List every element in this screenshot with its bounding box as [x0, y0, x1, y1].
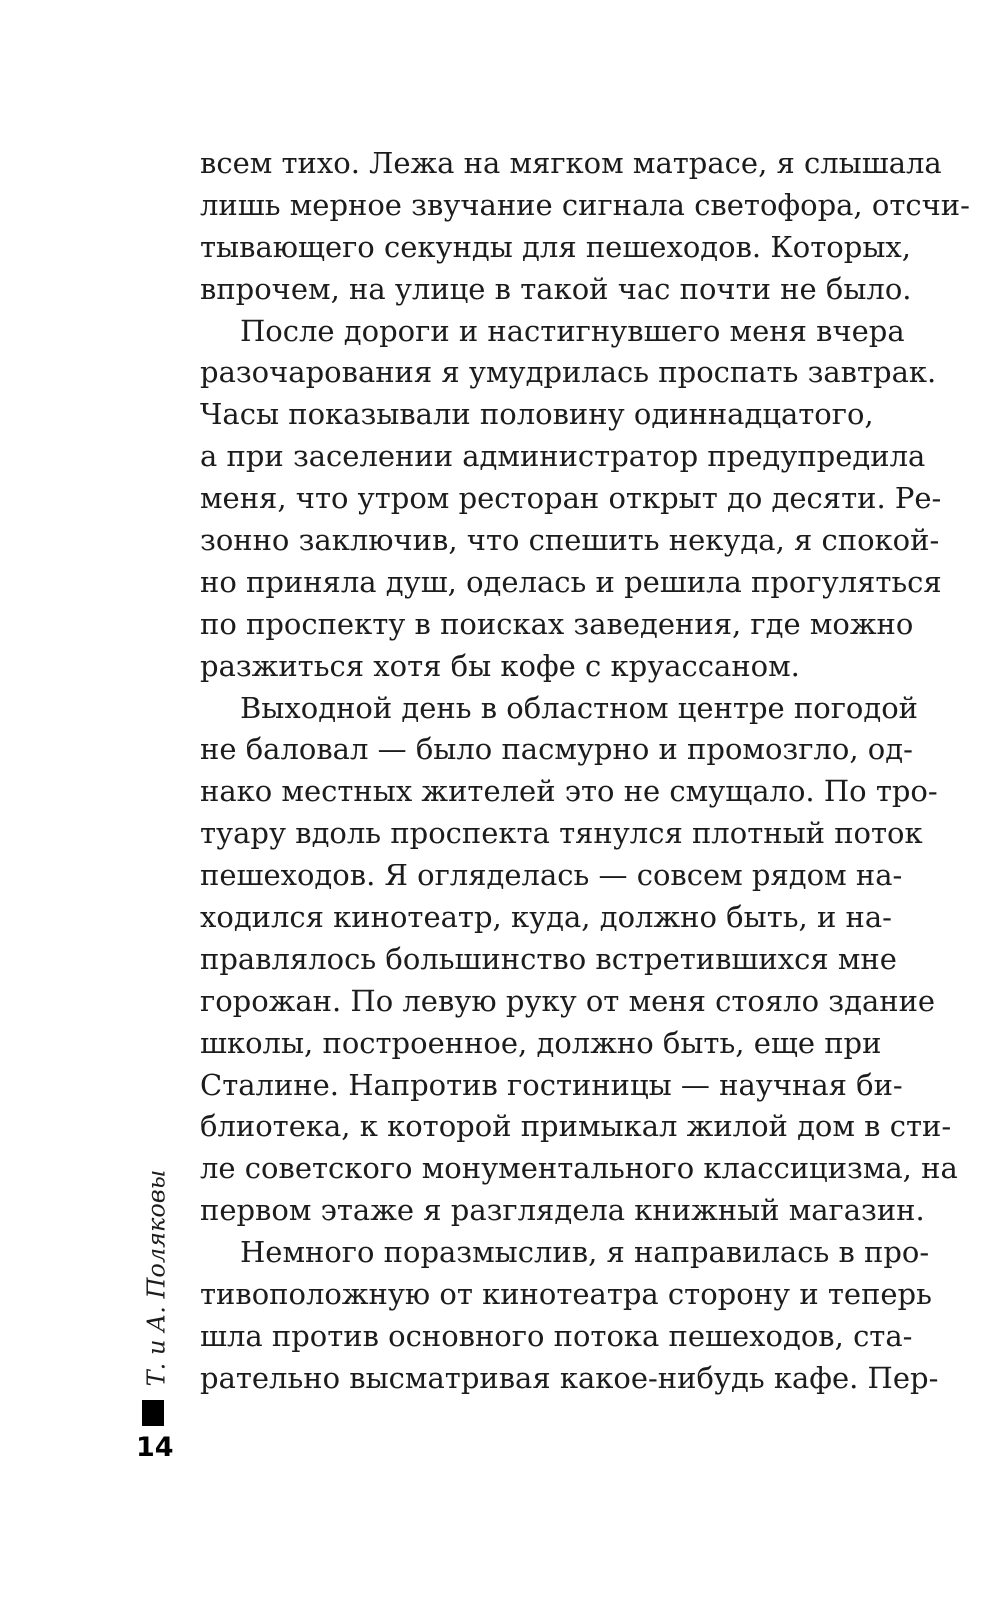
text-line: но приняла душ, оделась и решила прогуляться — [200, 564, 942, 599]
text-line: пешеходов. Я огляделась — совсем рядом на- — [200, 858, 903, 893]
running-head — [140, 1160, 172, 1396]
page-number: 14 — [136, 1432, 174, 1463]
text-line: школы, построенное, должно быть, еще при — [200, 1025, 882, 1060]
text-line: шла против основного потока пешеходов, ста- — [200, 1318, 913, 1353]
text-line: Выходной день в областном центре погодой — [240, 690, 918, 725]
text-line: блиотека, к которой примыкал жилой дом в сти- — [200, 1109, 952, 1144]
text-line: разочарования я умудрилась проспать завтрак. — [200, 355, 937, 390]
text-line: разжиться хотя бы кофе с круассаном. — [200, 648, 800, 683]
text-line: меня, что утром ресторан открыт до десяти. Ре- — [200, 481, 942, 516]
text-line: горожан. По левую руку от меня стояло здание — [200, 983, 936, 1018]
text-line: После дороги и настигнувшего меня вчера — [240, 313, 905, 348]
text-line: Сталине. Напротив гостиницы — научная би- — [200, 1067, 903, 1102]
text-line: Часы показывали половину одиннадцатого, — [200, 397, 874, 432]
square-marker-icon — [142, 1400, 164, 1426]
text-line: ле советского монументального классицизма, на — [200, 1151, 958, 1186]
text-line: всем тихо. Лежа на мягком матрасе, я слышала — [200, 146, 942, 180]
text-line: первом этаже я разглядела книжный магазин. — [200, 1193, 925, 1228]
text-line: впрочем, на улице в такой час почти не было. — [200, 271, 912, 306]
text-line: туару вдоль проспекта тянулся плотный поток — [200, 816, 923, 851]
text-line: тывающего секунды для пешеходов. Которых, — [200, 229, 911, 264]
body-text — [200, 143, 970, 1400]
text-line: не баловал — было пасмурно и промозгло, од- — [200, 732, 913, 767]
text-line: зонно заключив, что спешить некуда, я спокой- — [200, 523, 940, 558]
text-line: нако местных жителей это не смущало. По тро- — [200, 774, 938, 809]
text-line: тивоположную от кинотеатра сторону и теперь — [200, 1277, 932, 1312]
author-name: Т. и А. Поляковы — [142, 1169, 171, 1387]
text-line: правлялось большинство встретившихся мне — [200, 941, 897, 976]
text-line: лишь мерное звучание сигнала светофора, отсчи- — [200, 187, 970, 222]
text-line: рательно высматривая какое-нибудь кафе. Пер- — [200, 1360, 939, 1395]
text-line: а при заселении администратор предупредила — [200, 439, 926, 474]
text-line: по проспекту в поисках заведения, где можно — [200, 606, 914, 641]
text-line: ходился кинотеатр, куда, должно быть, и на- — [200, 900, 892, 935]
text-line: Немного поразмыслив, я направилась в про- — [240, 1235, 930, 1270]
